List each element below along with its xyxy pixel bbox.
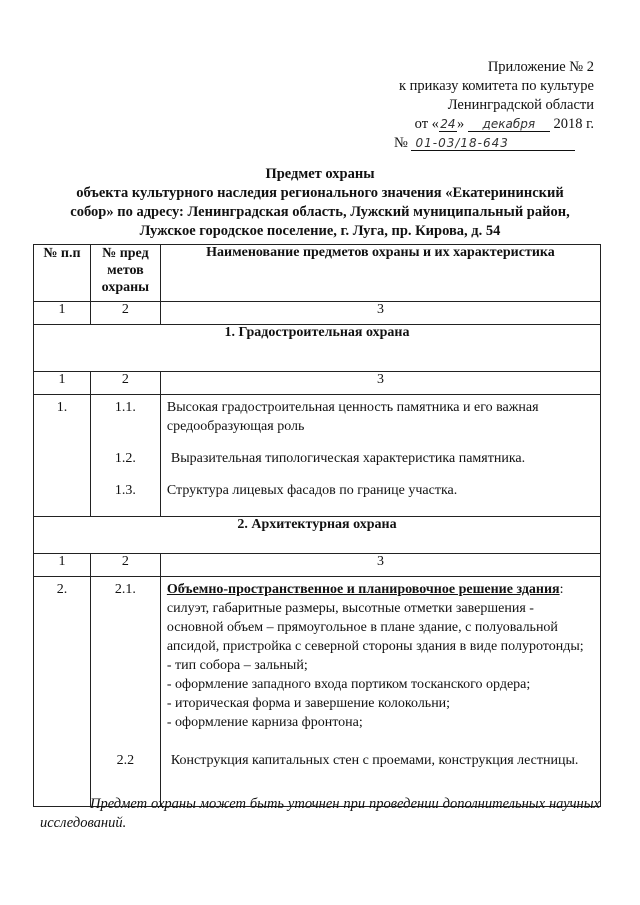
date-day: 24 xyxy=(440,117,456,131)
colnum: 1 xyxy=(34,372,91,395)
table-header-row xyxy=(34,245,601,302)
title-line: Предмет охраны xyxy=(265,166,375,182)
section-row xyxy=(34,517,601,554)
item-line: - иторическая форма и завершение колокольни; xyxy=(166,696,451,711)
colnum: 2 xyxy=(90,302,160,325)
item-text: Высокая градостроительная ценность памятника и его важная средообразующая роль xyxy=(166,400,539,434)
header-col-object-num: № пред метов охраны xyxy=(90,245,160,302)
title-line: собор» по адресу: Ленинградская область, Лужский муниципальный район, xyxy=(70,204,570,220)
appendix-line: Приложение № 2 xyxy=(487,59,594,75)
row-ids xyxy=(90,577,160,807)
column-number-row xyxy=(34,302,601,325)
row-ids xyxy=(90,395,160,517)
date-prefix: от « xyxy=(414,116,439,132)
column-number-row xyxy=(34,372,601,395)
section-title: 2. Архитектурная охрана xyxy=(34,517,601,554)
footnote: Предмет охраны может быть уточнен при проведении дополнительных научных исследований. xyxy=(40,796,600,831)
item-line: - оформление карниза фронтона; xyxy=(166,715,363,730)
item-id: 2.1. xyxy=(114,582,136,597)
item-id: 2.2 xyxy=(116,753,135,768)
header-col-name: Наименование предметов охраны и их характеристика xyxy=(160,245,600,302)
date-mid: » xyxy=(456,116,465,132)
row-num: 1. xyxy=(34,395,91,517)
column-number-row xyxy=(34,554,601,577)
item-line: - тип собора – зальный; xyxy=(166,658,308,673)
section-title: 1. Градостроительная охрана xyxy=(34,325,601,372)
item-text: Структура лицевых фасадов по границе участка. xyxy=(166,483,458,498)
colnum: 3 xyxy=(160,554,600,577)
appendix-line: к приказу комитета по культуре xyxy=(398,78,594,94)
title-line: Лужское городское поселение, г. Луга, пр. Кирова, д. 54 xyxy=(139,223,501,239)
item-heading-tail: : xyxy=(559,582,564,597)
appendix-block xyxy=(334,58,594,153)
table-row xyxy=(34,577,601,807)
header-col-num: № п.п xyxy=(34,245,91,302)
item-id: 1.2. xyxy=(114,451,136,466)
protection-table xyxy=(33,244,601,807)
appendix-line: Ленинградской области xyxy=(447,97,594,113)
item-text: Выразительная типологическая характеристика памятника. xyxy=(170,451,526,466)
item-heading-text: Объемно-пространственное и планировочное решение здания xyxy=(166,582,560,597)
colnum: 2 xyxy=(90,554,160,577)
row-texts xyxy=(160,395,600,517)
row-num: 2. xyxy=(34,577,91,807)
appendix-number xyxy=(334,134,594,153)
item-line: - оформление западного входа портиком тосканского ордера; xyxy=(166,677,531,692)
colnum: 3 xyxy=(160,302,600,325)
item-id: 1.3. xyxy=(114,483,136,498)
appendix-date xyxy=(334,115,594,134)
item-id: 1.1. xyxy=(114,400,136,415)
item-line: силуэт, габаритные размеры, высотные отметки завершения - основной объем – прямоугольное в плане здание, с полуовальной апсидой, пристройка с северной стороны здания в виде полуротонды; xyxy=(166,601,584,654)
colnum: 3 xyxy=(160,372,600,395)
colnum: 2 xyxy=(90,372,160,395)
date-month: декабря xyxy=(468,117,550,132)
document-title xyxy=(40,165,600,241)
title-line: объекта культурного наследия регионального значения «Екатерининский xyxy=(76,185,564,201)
item-block xyxy=(167,580,594,751)
table-row xyxy=(34,395,601,517)
section-row xyxy=(34,325,601,372)
item-text: Конструкция капитальных стен с проемами, конструкция лестницы. xyxy=(170,753,579,768)
item-heading xyxy=(167,580,594,599)
colnum: 1 xyxy=(34,554,91,577)
row-texts xyxy=(160,577,600,807)
colnum: 1 xyxy=(34,302,91,325)
number-value: 01-03/18-643 xyxy=(411,136,575,151)
number-prefix: № xyxy=(394,135,408,151)
date-year: 2018 г. xyxy=(553,116,594,132)
